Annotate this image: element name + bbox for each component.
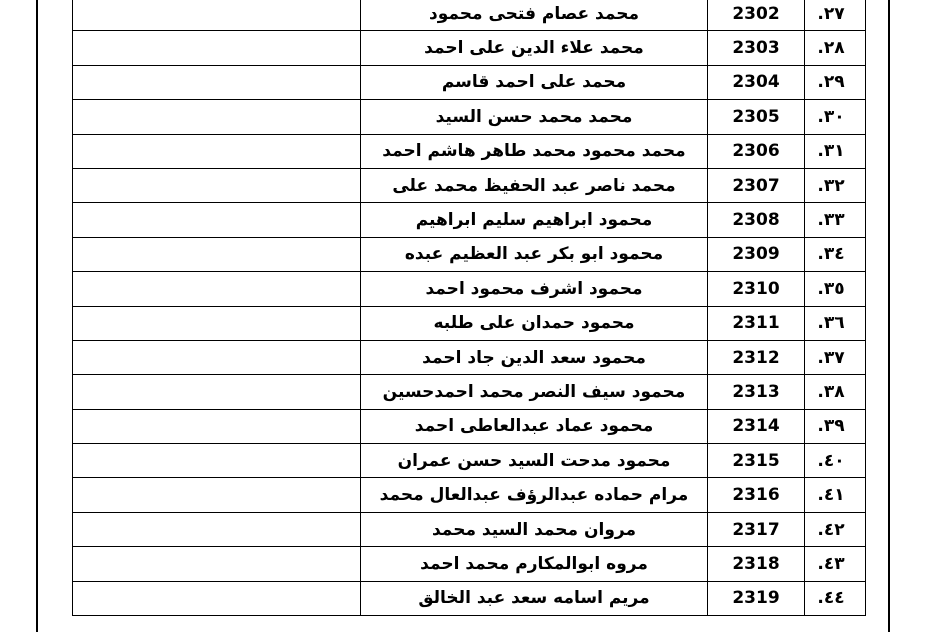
student-code-cell bbox=[708, 203, 805, 237]
student-code-cell bbox=[708, 100, 805, 134]
row-number-text: ٤٤. bbox=[817, 588, 845, 609]
student-name-text: محمود حمدان على طلبه bbox=[433, 313, 635, 334]
student-code-text: 2307 bbox=[732, 175, 780, 196]
table-row bbox=[73, 581, 866, 615]
student-code-cell bbox=[708, 375, 805, 409]
row-number-cell bbox=[805, 340, 866, 374]
student-code-cell bbox=[708, 547, 805, 581]
row-number-cell bbox=[805, 237, 866, 271]
student-code-text: 2308 bbox=[732, 210, 780, 231]
row-number-cell bbox=[805, 409, 866, 443]
student-name-cell bbox=[361, 272, 708, 306]
student-code-text: 2311 bbox=[732, 313, 780, 334]
student-name-text: محمود سعد الدين جاد احمد bbox=[422, 347, 646, 368]
notes-cell bbox=[73, 306, 361, 340]
row-number-text: ٣٣. bbox=[817, 210, 845, 231]
student-code-cell bbox=[708, 168, 805, 202]
row-number-cell bbox=[805, 31, 866, 65]
notes-cell bbox=[73, 0, 361, 31]
student-name-text: محمود ابراهيم سليم ابراهيم bbox=[415, 210, 653, 231]
row-number-cell bbox=[805, 134, 866, 168]
row-number-cell bbox=[805, 272, 866, 306]
student-code-cell bbox=[708, 306, 805, 340]
student-code-text: 2316 bbox=[732, 485, 780, 506]
student-code-text: 2304 bbox=[732, 72, 780, 93]
student-name-cell bbox=[361, 512, 708, 546]
student-code-text: 2306 bbox=[732, 141, 780, 162]
row-number-text: ٤٠. bbox=[817, 450, 845, 471]
student-code-cell bbox=[708, 512, 805, 546]
student-code-text: 2305 bbox=[732, 106, 780, 127]
student-name-cell bbox=[361, 168, 708, 202]
notes-cell bbox=[73, 512, 361, 546]
student-name-cell bbox=[361, 478, 708, 512]
student-code-text: 2314 bbox=[732, 416, 780, 437]
student-name-cell bbox=[361, 375, 708, 409]
student-name-text: محمود مدحت السيد حسن عمران bbox=[397, 450, 671, 471]
student-name-cell bbox=[361, 444, 708, 478]
student-name-cell bbox=[361, 306, 708, 340]
student-name-cell bbox=[361, 340, 708, 374]
student-code-text: 2312 bbox=[732, 347, 780, 368]
student-code-cell bbox=[708, 0, 805, 31]
row-number-cell bbox=[805, 168, 866, 202]
student-name-cell bbox=[361, 65, 708, 99]
row-number-text: ٣٩. bbox=[817, 416, 845, 437]
student-name-text: محمد على احمد قاسم bbox=[441, 72, 627, 93]
notes-cell bbox=[73, 65, 361, 99]
student-name-cell bbox=[361, 100, 708, 134]
notes-cell bbox=[73, 203, 361, 237]
row-number-cell bbox=[805, 375, 866, 409]
student-code-cell bbox=[708, 444, 805, 478]
row-number-cell bbox=[805, 547, 866, 581]
notes-cell bbox=[73, 409, 361, 443]
student-code-text: 2310 bbox=[732, 278, 780, 299]
table-row bbox=[73, 340, 866, 374]
student-code-text: 2309 bbox=[732, 244, 780, 265]
notes-cell bbox=[73, 340, 361, 374]
student-code-text: 2313 bbox=[732, 381, 780, 402]
table-row bbox=[73, 203, 866, 237]
student-name-cell bbox=[361, 203, 708, 237]
table-row bbox=[73, 272, 866, 306]
notes-cell bbox=[73, 134, 361, 168]
student-name-cell bbox=[361, 547, 708, 581]
notes-cell bbox=[73, 100, 361, 134]
student-code-cell bbox=[708, 65, 805, 99]
row-number-text: ٣١. bbox=[817, 141, 845, 162]
row-number-cell bbox=[805, 478, 866, 512]
table-row bbox=[73, 100, 866, 134]
row-number-text: ٢٩. bbox=[817, 72, 845, 93]
student-name-text: مريم اسامه سعد عبد الخالق bbox=[418, 588, 650, 609]
student-name-text: محمد علاء الدين على احمد bbox=[424, 38, 644, 59]
row-number-text: ٣٨. bbox=[817, 381, 845, 402]
table-body bbox=[73, 0, 866, 616]
notes-cell bbox=[73, 168, 361, 202]
student-code-text: 2303 bbox=[732, 38, 780, 59]
student-name-text: محمد محمود محمد طاهر هاشم احمد bbox=[382, 141, 686, 162]
row-number-text: ٣٧. bbox=[817, 347, 845, 368]
notes-cell bbox=[73, 478, 361, 512]
notes-cell bbox=[73, 444, 361, 478]
student-code-cell bbox=[708, 134, 805, 168]
student-name-text: محمود ابو بكر عبد العظيم عبده bbox=[404, 244, 664, 265]
notes-cell bbox=[73, 375, 361, 409]
row-number-text: ٣٦. bbox=[817, 313, 845, 334]
row-number-text: ٣٢. bbox=[817, 175, 845, 196]
student-name-cell bbox=[361, 409, 708, 443]
table-row bbox=[73, 134, 866, 168]
table-row bbox=[73, 547, 866, 581]
student-code-cell bbox=[708, 478, 805, 512]
student-name-text: محمد محمد حسن السيد bbox=[435, 106, 633, 127]
student-name-text: محمود سيف النصر محمد احمدحسين bbox=[382, 381, 686, 402]
student-name-text: محمد ناصر عبد الحفيظ محمد على bbox=[392, 175, 676, 196]
student-list-table bbox=[72, 0, 865, 616]
notes-cell bbox=[73, 581, 361, 615]
student-code-cell bbox=[708, 272, 805, 306]
student-code-cell bbox=[708, 31, 805, 65]
student-name-text: مروان محمد السيد محمد bbox=[431, 519, 637, 540]
student-name-text: مروه ابوالمكارم محمد احمد bbox=[420, 553, 648, 574]
table-row bbox=[73, 237, 866, 271]
student-code-text: 2319 bbox=[732, 588, 780, 609]
notes-cell bbox=[73, 237, 361, 271]
student-code-text: 2317 bbox=[732, 519, 780, 540]
student-code-cell bbox=[708, 237, 805, 271]
row-number-text: ٤١. bbox=[817, 485, 845, 506]
student-code-text: 2315 bbox=[732, 450, 780, 471]
row-number-cell bbox=[805, 306, 866, 340]
student-name-cell bbox=[361, 31, 708, 65]
row-number-text: ٣٠. bbox=[817, 106, 845, 127]
row-number-cell bbox=[805, 444, 866, 478]
student-name-cell bbox=[361, 134, 708, 168]
row-number-cell bbox=[805, 0, 866, 31]
row-number-cell bbox=[805, 65, 866, 99]
table-row bbox=[73, 444, 866, 478]
row-number-cell bbox=[805, 203, 866, 237]
table-row bbox=[73, 512, 866, 546]
row-number-text: ٤٣. bbox=[817, 553, 845, 574]
notes-cell bbox=[73, 272, 361, 306]
table-row bbox=[73, 375, 866, 409]
student-name-cell bbox=[361, 237, 708, 271]
student-name-text: مرام حماده عبدالرؤف عبدالعال محمد bbox=[379, 485, 689, 506]
table-row bbox=[73, 0, 866, 31]
student-name-cell bbox=[361, 0, 708, 31]
row-number-text: ٢٧. bbox=[817, 3, 845, 24]
student-code-cell bbox=[708, 581, 805, 615]
student-name-text: محمد عصام فتحى محمود bbox=[428, 3, 640, 24]
table-row bbox=[73, 65, 866, 99]
notes-cell bbox=[73, 547, 361, 581]
row-number-text: ٣٥. bbox=[817, 278, 845, 299]
table-row bbox=[73, 478, 866, 512]
student-code-cell bbox=[708, 340, 805, 374]
table-row bbox=[73, 31, 866, 65]
student-code-text: 2318 bbox=[732, 553, 780, 574]
student-name-cell bbox=[361, 581, 708, 615]
notes-cell bbox=[73, 31, 361, 65]
row-number-cell bbox=[805, 512, 866, 546]
row-number-text: ٣٤. bbox=[817, 244, 845, 265]
row-number-text: ٢٨. bbox=[817, 38, 845, 59]
table-row bbox=[73, 168, 866, 202]
student-name-text: محمود اشرف محمود احمد bbox=[425, 278, 643, 299]
table-row bbox=[73, 306, 866, 340]
row-number-cell bbox=[805, 100, 866, 134]
row-number-cell bbox=[805, 581, 866, 615]
student-name-text: محمود عماد عبدالعاطى احمد bbox=[414, 416, 654, 437]
row-number-text: ٤٢. bbox=[817, 519, 845, 540]
student-code-cell bbox=[708, 409, 805, 443]
table-row bbox=[73, 409, 866, 443]
student-code-text: 2302 bbox=[732, 3, 780, 24]
